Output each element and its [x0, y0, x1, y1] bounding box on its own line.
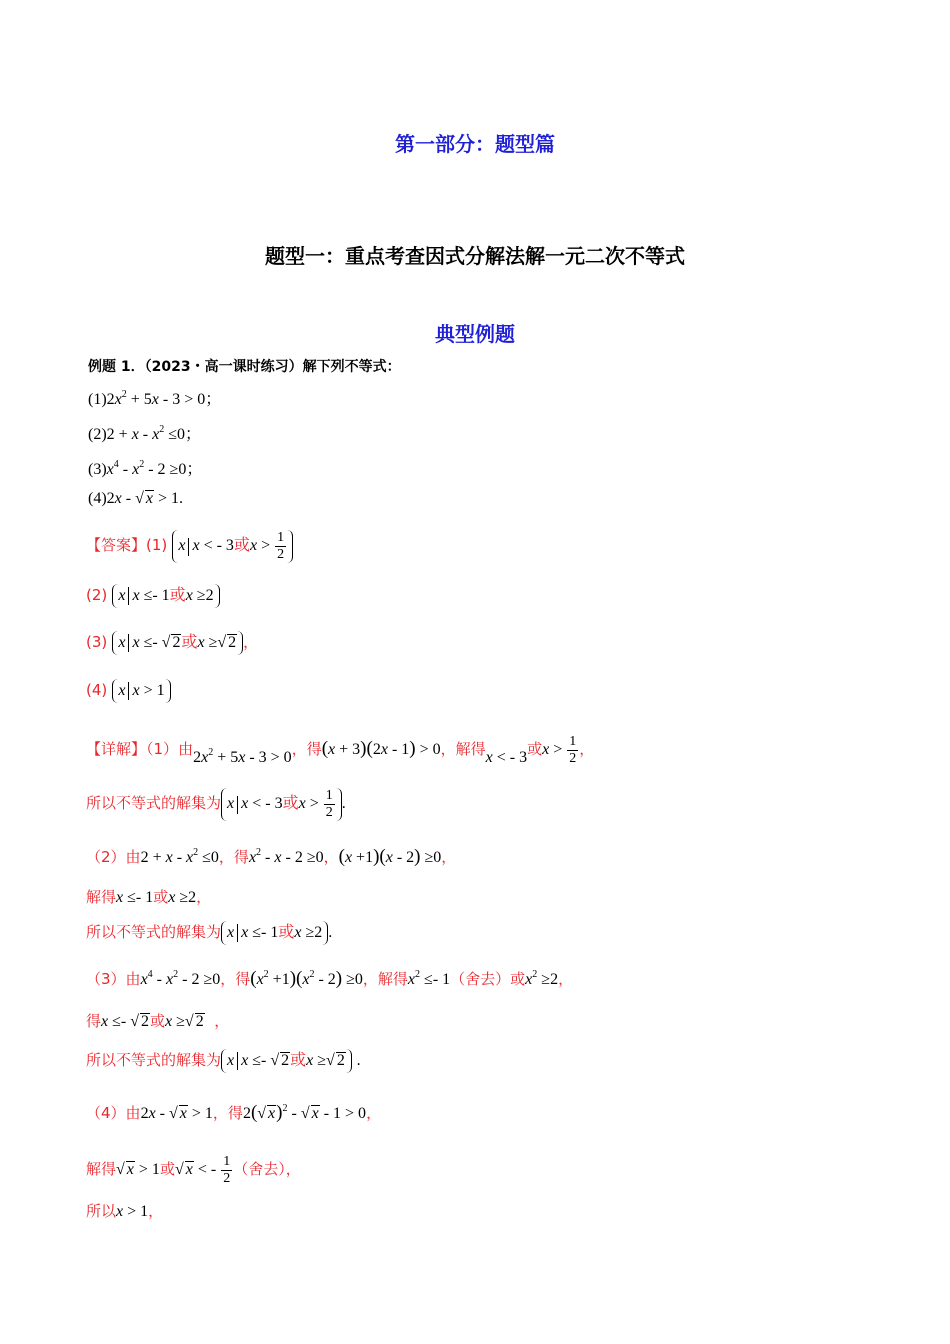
detail-line-3: （2）由$2 + x - x^2 \le 0$，得$x^2 - x - 2 \ge 0$，(x +1)(x - 2) ≥0， — [86, 846, 457, 867]
question-item-4: (4)2x - √ x > 1. — [88, 490, 184, 507]
inequality-3: $x^4 - x^2 - 2 \ge 0$ — [106, 459, 187, 478]
inequality-4: 2x - √ x > 1 — [106, 490, 180, 507]
detail-line-6: （3）由$x^4 - x^2 - 2 \ge 0$，得$(x^2 +1)(x^2 - 2) \ge 0$，解得$x^2 \le- 1$（舍去）或$x^2 \ge 2$， — [86, 968, 574, 989]
detail-line-1: 【详解】（1）由$2x^2 + 5x - 3 > 0$，得(x + 3)(2x - 1) > 0，解得x < - 3或x > $\frac{1}{2}$ ， — [86, 734, 595, 767]
detail-tag: 【详解】 — [86, 740, 147, 759]
answer-line-3: (3) x x ≤- √ 2或x ≥√ 2 ， — [86, 631, 258, 655]
answer-line-1: 【答案】(1) x x < - 3或x > $\frac{1}{2}$ — [86, 530, 293, 563]
detail-line-2: 所以不等式的解集为 x x < - 3或x > $\frac{1}{2}$ . — [86, 788, 346, 820]
section-title: 典型例题 — [435, 322, 515, 346]
detail-line-8: 所以不等式的解集为 x x ≤- √ 2或x ≥√ 2 . — [86, 1049, 361, 1073]
question-header — [88, 356, 401, 376]
answer-tag: 【答案】 — [86, 536, 147, 555]
answer-line-2: (2) x x ≤- 1或x ≥2 — [86, 584, 220, 608]
detail-line-5: 所以不等式的解集为 x x ≤- 1或x ≥2 . — [86, 921, 332, 945]
detail-line-7: 得x ≤- √ 2或x ≥√ 2 ， — [86, 1012, 230, 1030]
answer-set-2: x x ≤- 1或x ≥2 — [112, 584, 219, 608]
question-prompt: 解下列不等式： — [302, 359, 401, 375]
answer-set-4: x x > 1 — [112, 679, 170, 703]
part-title: 第一部分：题型篇 — [395, 132, 555, 156]
detail-line-9: （4）由2x - √ x > 1，得2(√ x)$^2$ - √ x - 1 > 0， — [86, 1102, 382, 1123]
answer-set-3: x x ≤- √ 2或x ≥√ 2 — [112, 631, 243, 655]
answer-set-1: x x < - 3或x > $\frac{1}{2}$ — [172, 530, 293, 563]
detail-line-11: 所以x > 1， — [86, 1202, 164, 1220]
question-source: （2023・高一课时练习） — [144, 359, 303, 375]
question-item-2: $(2)2 + x - x^2 \le 0$； — [88, 424, 202, 443]
inequality-2: $2 + x - x^2 \le 0$ — [106, 424, 186, 443]
detail-line-4: 解得x ≤- 1或x ≥2， — [86, 888, 212, 906]
question-label: 例题 1． — [88, 359, 145, 375]
question-item-1: $(1)2x^2 + 5x - 3 > 0$； — [88, 389, 222, 408]
answer-line-4: (4) x x > 1 — [86, 679, 171, 703]
type-title: 题型一：重点考查因式分解法解一元二次不等式 — [265, 244, 685, 268]
inequality-1: $2x^2 + 5x - 3 > 0$ — [106, 389, 206, 408]
question-item-3: $(3)x^4 - x^2 - 2 \ge 0$； — [88, 459, 203, 478]
detail-line-10: 解得√ x > 1或√ x < - $\frac{1}{2}$ （舍去）， — [86, 1154, 301, 1186]
